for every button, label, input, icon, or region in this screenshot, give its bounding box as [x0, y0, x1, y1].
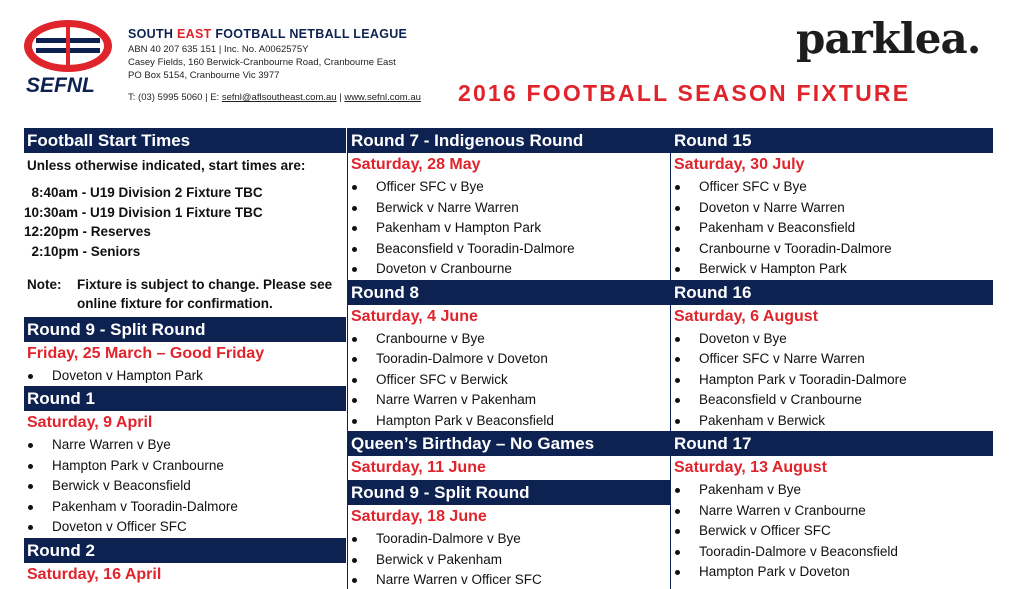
abn-line: ABN 40 207 635 151 | Inc. No. A0062575Y — [128, 44, 309, 55]
game-list — [671, 177, 993, 280]
round-block — [348, 128, 670, 280]
round-list — [671, 128, 993, 583]
game-item: Berwick v Hampton Park — [671, 259, 993, 280]
game-item: Narre Warren v Cranbourne — [671, 501, 993, 522]
sefnl-logo — [22, 16, 116, 96]
game-item: Pakenham v Tooradin-Dalmore — [24, 497, 346, 518]
game-item: Officer SFC v Bye — [348, 177, 670, 198]
game-item: Pakenham v Hampton Park — [348, 218, 670, 239]
start-time: 8:40am - U19 Division 2 Fixture TBC — [24, 185, 263, 200]
round-heading: Round 2 — [24, 538, 346, 563]
round-heading: Round 7 - Indigenous Round — [348, 128, 670, 153]
start-times-list — [24, 173, 346, 262]
note-text: Fixture is subject to change. Please see online fixture for confirmation. — [77, 276, 333, 311]
fixture-column-2 — [347, 128, 670, 589]
round-heading: Round 15 — [671, 128, 993, 153]
start-time: 12:20pm - Reserves — [24, 224, 151, 240]
round-date: Saturday, 6 August — [674, 307, 819, 325]
game-item: Officer SFC v Narre Warren — [671, 349, 993, 370]
contact-line: T: (03) 5995 5060 | E: sefnl@aflsoutheast.com.au | www.sefnl.com.au — [128, 92, 421, 103]
round-date: Saturday, 4 June — [351, 307, 478, 325]
round-date: Saturday, 16 April — [27, 565, 162, 583]
round-block — [348, 480, 670, 589]
round-heading: Round 16 — [671, 280, 993, 305]
round-block — [24, 386, 346, 538]
game-item: Doveton v Officer SFC — [24, 517, 346, 538]
game-item: Narre Warren v Bye — [24, 435, 346, 456]
email-link[interactable]: sefnl@aflsoutheast.com.au — [221, 92, 337, 103]
game-item: Officer SFC v Bye — [671, 177, 993, 198]
round-date: Friday, 25 March – Good Friday — [27, 344, 265, 362]
game-list — [671, 480, 993, 583]
game-list — [348, 177, 670, 280]
game-item: Narre Warren v Pakenham — [348, 390, 670, 411]
fixture-note — [24, 275, 346, 313]
fixture-column-1 — [24, 128, 346, 589]
game-item: Pakenham v Bye — [671, 480, 993, 501]
round-date: Saturday, 9 April — [27, 414, 153, 432]
season-title: 2016 FOOTBALL SEASON FIXTURE — [458, 80, 911, 106]
fixture-column-3 — [670, 128, 993, 589]
game-item: Hampton Park v Tooradin-Dalmore — [671, 370, 993, 391]
game-item: Doveton v Narre Warren — [671, 198, 993, 219]
game-item: Doveton v Bye — [671, 329, 993, 350]
round-block — [348, 431, 670, 480]
round-date: Saturday, 30 July — [674, 156, 805, 173]
round-block — [671, 280, 993, 432]
game-item: Pakenham v Berwick — [671, 411, 993, 432]
round-block — [671, 128, 993, 280]
round-heading: Round 8 — [348, 280, 670, 305]
round-heading: Round 9 - Split Round — [348, 480, 670, 505]
round-date: Saturday, 11 June — [351, 459, 486, 476]
round-heading: Round 9 - Split Round — [24, 317, 346, 342]
game-item: Cranbourne v Tooradin-Dalmore — [671, 239, 993, 260]
game-item: Pakenham v Beaconsfield — [671, 218, 993, 239]
start-times-heading: Football Start Times — [24, 128, 346, 153]
game-item: Tooradin-Dalmore v Beaconsfield — [671, 542, 993, 563]
round-date: Saturday, 13 August — [674, 459, 827, 476]
po-box-line: PO Box 5154, Cranbourne Vic 3977 — [128, 70, 280, 81]
address-line: Casey Fields, 160 Berwick-Cranbourne Road, Cranbourne East — [128, 57, 396, 68]
game-list — [348, 529, 670, 589]
game-item: Beaconsfield v Cranbourne — [671, 390, 993, 411]
game-item: Tooradin-Dalmore v Bye — [348, 529, 670, 550]
round-heading: Round 17 — [671, 431, 993, 456]
game-item: Officer SFC v Berwick — [348, 370, 670, 391]
game-list — [671, 329, 993, 432]
round-date: Saturday, 28 May — [351, 156, 481, 173]
league-name: SOUTH EAST FOOTBALL NETBALL LEAGUE — [128, 27, 408, 41]
game-item: Hampton Park v Cranbourne — [24, 456, 346, 477]
round-block — [24, 317, 346, 387]
game-list — [24, 366, 346, 387]
game-item: Berwick v Officer SFC — [671, 521, 993, 542]
game-item: Berwick v Pakenham — [348, 550, 670, 571]
game-list — [348, 329, 670, 432]
round-block — [348, 280, 670, 432]
round-block — [24, 538, 346, 587]
round-block — [671, 431, 993, 583]
logo-text: SEFNL — [26, 74, 95, 96]
start-time: 2:10pm - Seniors — [24, 244, 141, 260]
note-label: Note: — [27, 276, 62, 292]
game-item: Tooradin-Dalmore v Doveton — [348, 349, 670, 370]
sponsor-logo: parklea. — [796, 14, 981, 63]
round-list — [24, 317, 346, 587]
game-item: Hampton Park v Doveton — [671, 562, 993, 583]
round-list — [348, 128, 670, 589]
game-item: Hampton Park v Beaconsfield — [348, 411, 670, 432]
game-item: Narre Warren v Officer SFC — [348, 570, 670, 589]
website-link[interactable]: www.sefnl.com.au — [344, 92, 421, 103]
game-list — [24, 435, 346, 538]
round-heading: Queen’s Birthday – No Games — [348, 431, 670, 456]
game-item: Berwick v Narre Warren — [348, 198, 670, 219]
game-item: Cranbourne v Bye — [348, 329, 670, 350]
round-date: Saturday, 18 June — [351, 508, 487, 525]
game-item: Beaconsfield v Tooradin-Dalmore — [348, 239, 670, 260]
start-time: 10:30am - U19 Division 1 Fixture TBC — [24, 204, 263, 220]
start-times-intro: Unless otherwise indicated, start times are: — [27, 158, 306, 173]
game-item: Berwick v Beaconsfield — [24, 476, 346, 497]
game-item: Doveton v Hampton Park — [24, 366, 346, 387]
round-heading: Round 1 — [24, 386, 346, 411]
game-item: Doveton v Cranbourne — [348, 259, 670, 280]
